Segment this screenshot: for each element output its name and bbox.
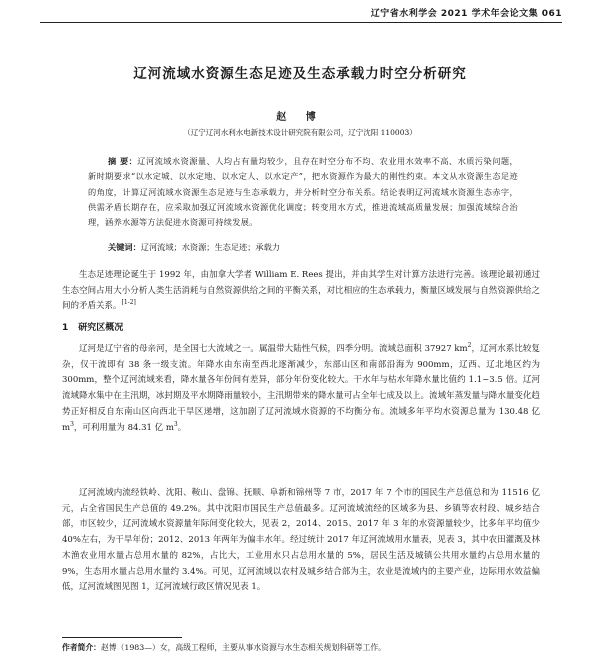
author-affiliation: （辽宁辽河水利水电新技术设计研究院有限公司，辽宁沈阳 110003） <box>183 128 417 137</box>
para2-sup1: 2 <box>467 342 472 350</box>
abstract <box>88 154 518 230</box>
keywords-label: 关键词： <box>108 242 141 252</box>
running-header <box>40 4 562 23</box>
footnote-text: 赵博（1983—）女，高级工程师，主要从事水资源与水生态相关规划科研等工作。 <box>100 643 386 652</box>
intro-paragraph <box>62 268 540 315</box>
author-name: 赵 博 <box>276 112 324 123</box>
running-head-text: 辽宁省水利学会 2021 学术年会论文集 061 <box>370 9 562 19</box>
keywords <box>88 240 518 254</box>
paragraph-overview <box>62 342 540 436</box>
abstract-label: 摘 要： <box>108 156 138 166</box>
intro-reference: [1-2] <box>121 299 136 307</box>
para3-text: 辽河流域内流经铁岭、沈阳、鞍山、盘锦、抚顺、阜新和锦州等 7 市，2017 年 7 个市的国民生产总值总和为 11516 亿元，占全省国民生产总值的 49.2%。其中沈阳市国民生产总值最多。辽河流域流经的区域多为县、乡镇等农村段、城乡结合部，市区较少，辽河流域水资源量年际间变化较大，见表 2，2014、2015、2017 年 3 年的水资源量较少，比多年平均值少 40%左右，为干旱年份；2012、2013 年两年为偏丰水年。经过统计 2017 年辽河流域用水量表，见表 3，其中农田灌溉及林木渔农业用水量占总用水量的 82%，占比大，工业用水只占总用水量的 5%，居民生活及城镇公共用水量约占总用水量的 9%，生态用水量占总用水量约 3.4%。可见，辽河流域以农村及城乡结合部为主，农业是流域内的主要产业，边际用水效益偏低，辽河流域图见图 1，辽河流域行政区情况见表 1。 <box>62 488 540 593</box>
para2-part1: 辽河是辽宁省的母亲河，是全国七大流域之一。属温带大陆性气候，四季分明。流域总面积 37927 km <box>79 344 468 354</box>
footnote-label: 作者简介： <box>62 643 101 652</box>
paragraph-economy <box>62 486 540 596</box>
para2-sup3: 3 <box>173 420 178 428</box>
para2-sup2: 3 <box>70 420 74 428</box>
section-heading-1 <box>62 320 123 333</box>
footnote <box>62 642 386 653</box>
abstract-text: 辽河流域水资源量、人均占有量均较少，且存在时空分布不均、农业用水效率不高、水质污染问题，新时期要求“以水定城、以水定地、以水定人、以水定产”，把水资源作为最大的刚性约束。本文从水资源生态足迹的角度，计算辽河流域水资源生态足迹与生态承载力，并分析时空分布关系。结论表明辽河流域水资源生态赤字，供需矛盾长期存在，应采取加强辽河流域水资源优化调度；转变用水方式，推进流域高质量发展；加强流域综合治理，涵养水源等方法促进水资源可持续发展。 <box>88 156 518 228</box>
intro-text: 生态足迹理论诞生于 1992 年，由加拿大学者 William E. Rees 提出，并由其学生对计算方法进行完善。该理论最初通过生态空间占用大小分析人类生活消耗与自然资源供给之间的平衡关系，对比相应的生态承载力，衡量区域发展与自然资源供给之间的矛盾关系。 <box>62 270 540 312</box>
paper-title: 辽河流域水资源生态足迹及生态承载力时空分析研究 <box>133 66 467 82</box>
para2-part3: ，可利用量为 84.31 亿 m <box>73 422 174 433</box>
section-number: 1 <box>62 323 69 333</box>
para2-part4: 。 <box>177 422 187 433</box>
footnote-divider <box>62 637 182 638</box>
keywords-text: 辽河流域；水资源；生态足迹；承载力 <box>140 242 280 252</box>
section-title: 研究区概况 <box>78 323 124 333</box>
para2-part2: ，辽河水系比较复杂，仅干流即有 38 条一级支流。年降水由东南至西北逐渐减少，东部山区和南部沿海为 900mm，辽西、辽北地区约为 300mm，整个辽河流域来看，降水量各年份间有差异，部分年份变化较大。干水年与枯水年降水量比值约 1.1~3.5 倍。辽河流域降水集中在主汛期，冰封期及平水期降雨量较小，主汛期带来的降水量可占全年七成及以上。流域年蒸发量与降水量变化趋势正好相反自东南山区向西北干旱区递增，这加剧了辽河流域水资源的不均衡分布。流域多年平均水资源总量为 130.48 亿 m <box>62 344 540 433</box>
